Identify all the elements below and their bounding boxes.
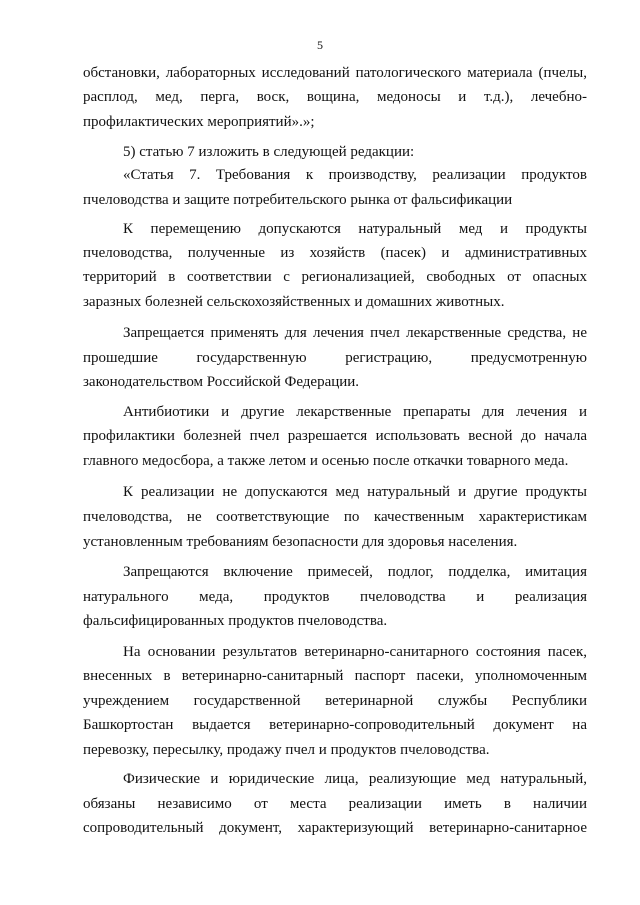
text-line: обязаны независимо от места реализации иметь в наличии: [83, 796, 587, 812]
text-line: пчеловодства, полученные из хозяйств (пасек) и административных: [83, 245, 587, 261]
text-line: фальсифицированных продуктов пчеловодства.: [83, 613, 388, 629]
text-line: сопроводительный документ, характеризующий ветеринарно-санитарное: [83, 820, 587, 836]
text-line: Физические и юридические лица, реализующие мед натуральный,: [123, 771, 587, 787]
text-line: натурального меда, продуктов пчеловодства и реализация: [83, 589, 587, 605]
text-line: профилактики болезней пчел разрешается использовать весной до начала: [83, 428, 587, 444]
text-line: Антибиотики и другие лекарственные препараты для лечения и: [123, 404, 587, 420]
text-line: расплод, мед, перга, воск, вощина, медоносы и т.д.), лечебно-: [83, 89, 587, 105]
text-line: «Статья 7. Требования к производству, реализации продуктов: [123, 167, 587, 183]
text-line: главного медосбора, а также летом и осенью после откачки товарного меда.: [83, 453, 569, 469]
page-number: 5: [317, 38, 323, 52]
text-line: территорий в соответствии с регионализацией, свободных от опасных: [83, 269, 587, 285]
text-line: законодательством Российской Федерации.: [83, 374, 360, 390]
text-line: профилактических мероприятий».»;: [83, 114, 315, 130]
text-line: Запрещаются включение примесей, подлог, подделка, имитация: [123, 564, 587, 580]
text-line: Башкортостан выдается ветеринарно-сопроводительный документ на: [83, 717, 587, 733]
text-line: пчеловодства, не соответствующие по качественным характеристикам: [83, 509, 587, 525]
text-line: перевозку, пересылку, продажу пчел и продуктов пчеловодства.: [83, 742, 490, 758]
text-line: К перемещению допускаются натуральный мед и продукты: [123, 221, 587, 237]
text-line: К реализации не допускаются мед натуральный и другие продукты: [123, 484, 587, 500]
text-line: На основании результатов ветеринарно-санитарного состояния пасек,: [123, 644, 587, 660]
text-line: учреждением государственной ветеринарной службы Республики: [83, 693, 587, 709]
text-line: заразных болезней сельскохозяйственных и домашних животных.: [83, 294, 505, 310]
text-line: установленным требованиям безопасности для здоровья населения.: [83, 534, 518, 550]
text-line: внесенных в ветеринарно-санитарный паспорт пасеки, уполномоченным: [83, 668, 587, 684]
text-line: Запрещается применять для лечения пчел лекарственные средства, не: [123, 325, 587, 341]
text-line: прошедшие государственную регистрацию, предусмотренную: [83, 350, 587, 366]
text-line: 5) статью 7 изложить в следующей редакции:: [123, 144, 415, 160]
text-line: обстановки, лабораторных исследований патологического материала (пчелы,: [83, 65, 587, 81]
text-line: пчеловодства и защите потребительского рынка от фальсификации: [83, 192, 513, 208]
